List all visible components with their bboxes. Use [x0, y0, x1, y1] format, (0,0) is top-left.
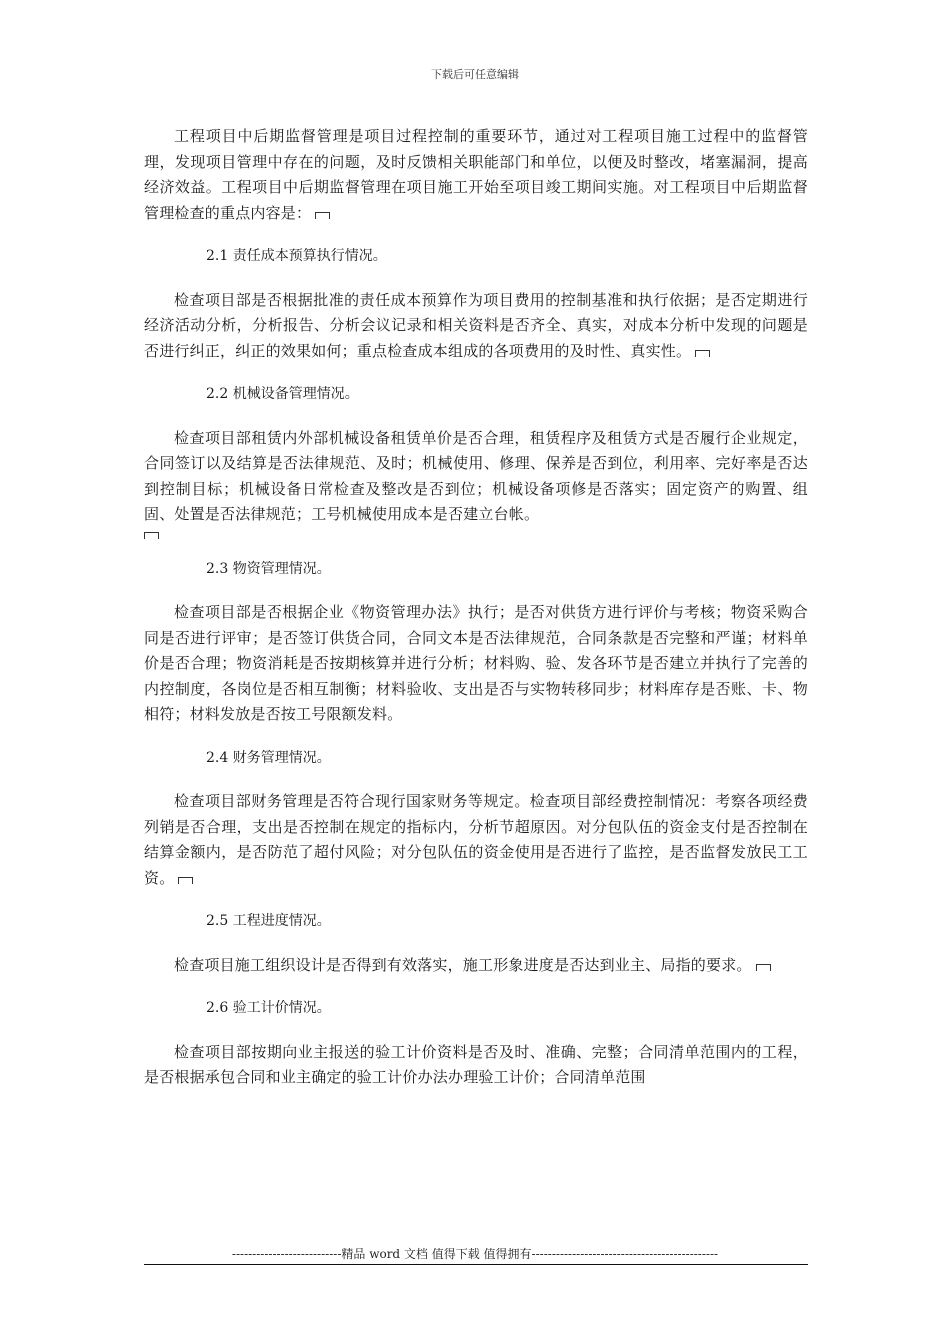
document-body: [144, 124, 808, 1109]
section-paragraph-2-3: [144, 600, 808, 728]
section-heading-2-5: 2.5 工程进度情况。: [206, 913, 331, 929]
section-paragraph-2-1: [144, 288, 808, 365]
paragraph-mark-icon: [315, 212, 330, 219]
section-paragraph-2-2: [144, 426, 808, 539]
section-text: 检查项目部按期向业主报送的验工计价资料是否及时、准确、完整；合同清单范围内的工程，是否根据承包合同和业主确定的验工计价办法办理验工计价；合同清单范围: [144, 1042, 808, 1086]
section-paragraph-2-6: [144, 1040, 808, 1091]
section-text: 检查项目施工组织设计是否得到有效落实，施工形象进度是否达到业主、局指的要求。: [174, 955, 752, 974]
section-paragraph-2-4: [144, 789, 808, 891]
paragraph-mark-icon: [144, 532, 159, 539]
section-text: 检查项目部财务管理是否符合现行国家财务等规定。检查项目部经费控制情况：考察各项经费列销是否合理，支出是否控制在规定的指标内，分析节超原因。对分包队伍的资金支付是否控制在结算金额内，是否防范了超付风险；对分包队伍的资金使用是否进行了监控，是否监督发放民工工资。: [144, 792, 808, 887]
paragraph-mark-icon: [178, 877, 193, 884]
section-text: 检查项目部是否根据企业《物资管理办法》执行；是否对供货方进行评价与考核；物资采购合同是否进行评审；是否签订供货合同，合同文本是否法律规范，合同条款是否完整和严谨；材料单价是否合理；物资消耗是否按期核算并进行分析；材料购、验、发各环节是否建立并执行了完善的内控制度，各岗位是否相互制衡；材料验收、支出是否与实物转移同步；材料库存是否账、卡、物相符；材料发放是否按工号限额发料。: [144, 603, 808, 723]
section-text: 检查项目部是否根据批准的责任成本预算作为项目费用的控制基准和执行依据；是否定期进行经济活动分析，分析报告、分析会议记录和相关资料是否齐全、真实，对成本分析中发现的问题是否进行纠正，纠正的效果如何；重点检查成本组成的各项费用的及时性、真实性。: [144, 290, 808, 360]
intro-paragraph: [144, 124, 808, 226]
footer-divider: [144, 1264, 808, 1265]
paragraph-mark-icon: [756, 964, 771, 971]
page-header: 下载后可任意编辑: [431, 68, 519, 81]
section-text: 检查项目部租赁内外部机械设备租赁单价是否合理，租赁程序及租赁方式是否履行企业规定，合同签订以及结算是否法律规范、及时；机械使用、修理、保养是否到位，利用率、完好率是否达到控制目标；机械设备日常检查及整改是否到位；机械设备项修是否落实；固定资产的购置、组固、处置是否法律规范；工号机械使用成本是否建立台帐。: [144, 428, 808, 523]
intro-text: 工程项目中后期监督管理是项目过程控制的重要环节，通过对工程项目施工过程中的监督管理，发现项目管理中存在的问题，及时反馈相关职能部门和单位，以便及时整改，堵塞漏洞，提高经济效益。工程项目中后期监督管理在项目施工开始至项目竣工期间实施。对工程项目中后期监督管理检查的重点内容是：: [144, 127, 808, 222]
page-footer: ---------------------------精品 word 文档 值得下载 值得拥有----------------------------------------------: [231, 1247, 719, 1261]
section-heading-2-2: 2.2 机械设备管理情况。: [206, 386, 359, 402]
section-heading-2-6: 2.6 验工计价情况。: [206, 1000, 331, 1016]
section-heading-2-1: 2.1 责任成本预算执行情况。: [206, 248, 387, 264]
paragraph-mark-icon: [695, 350, 710, 357]
section-heading-2-3: 2.3 物资管理情况。: [206, 560, 331, 577]
section-heading-2-4: 2.4 财务管理情况。: [206, 749, 331, 766]
section-paragraph-2-5: [144, 953, 808, 979]
